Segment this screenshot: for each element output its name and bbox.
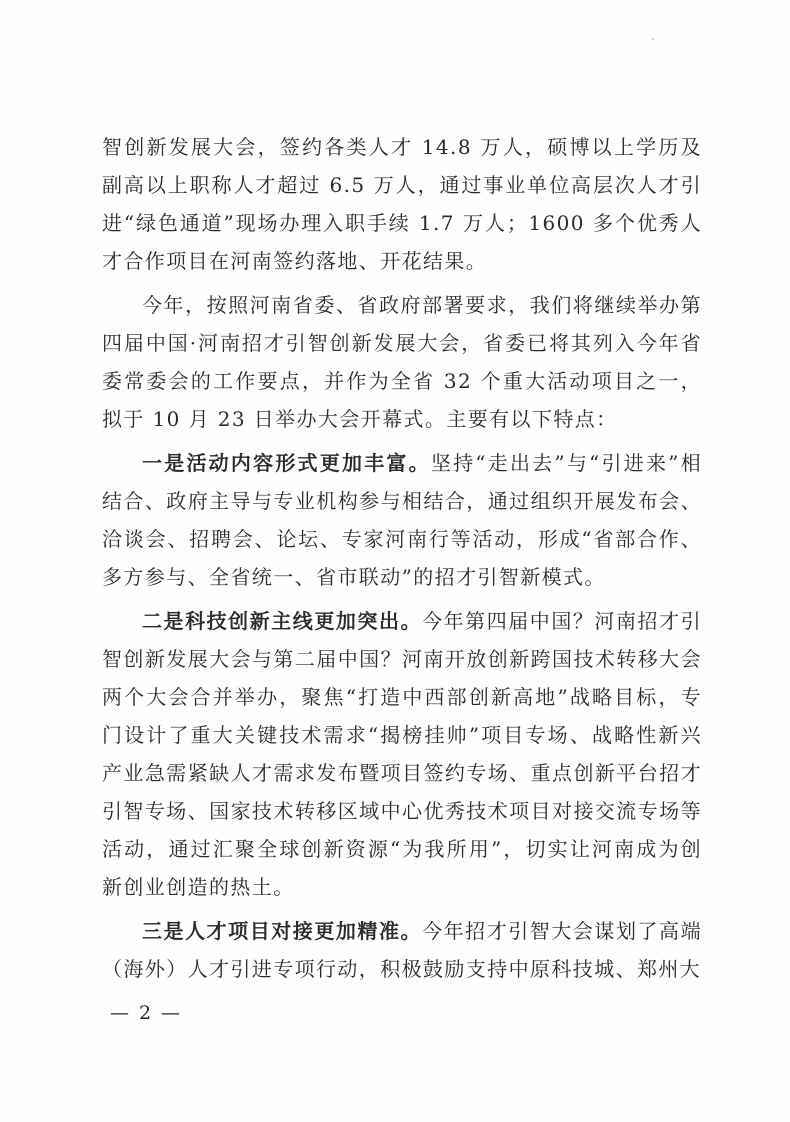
paragraph-4-text: 今年第四届中国？河南招才引智创新发展大会与第二届中国？河南开放创新跨国技术转移大会两个大会合并举办，聚焦“打造中西部创新高地”战略目标，专门设计了重大关键技术需求“揭榜挂帅”项目专场、战略性新兴产业急需紧缺人才需求发布暨项目签约专场、重点创新平台招才引智专场、国家技术转移区域中心优秀技术项目对接交流专场等活动，通过汇聚全球创新资源“为我所用”，切实让河南成为创新创业创造的热土。 — [102, 609, 703, 899]
paragraph-4-lead: 二是科技创新主线更加突出。 — [142, 609, 423, 633]
paragraph-5 — [102, 912, 702, 988]
paragraph-4 — [102, 602, 702, 906]
paragraph-3-text: 坚持“走出去”与“引进来”相结合、政府主导与专业机构参与相结合，通过组织开展发布会、洽谈会、招聘会、论坛、专家河南行等活动，形成“省部合作、多方参与、全省统一、省市联动”的招才引智新模式。 — [102, 451, 703, 589]
page-number: — 2 — — [110, 1002, 183, 1024]
document-body — [102, 128, 702, 988]
paragraph-1 — [102, 128, 702, 280]
paragraph-5-lead: 三是人才项目对接更加精准。 — [142, 919, 423, 943]
paragraph-1-text: 智创新发展大会，签约各类人才 14.8 万人，硕博以上学历及副高以上职称人才超过 6.5 万人，通过事业单位高层次人才引进“绿色通道”现场办理入职手续 1.7 万人；1600 多个优秀人才合作项目在河南签约落地、开花结果。 — [102, 135, 702, 273]
paragraph-5-text: 今年招才引智大会谋划了高端（海外）人才引进专项行动，积极鼓励支持中原科技城、郑州大 — [102, 919, 703, 981]
paragraph-3-lead: 一是活动内容形式更加丰富。 — [142, 451, 431, 475]
paragraph-2 — [102, 286, 702, 438]
paragraph-3 — [102, 444, 702, 596]
scan-speck — [652, 38, 654, 40]
paragraph-2-text: 今年，按照河南省委、省政府部署要求，我们将继续举办第四届中国·河南招才引智创新发展大会，省委已将其列入今年省委常委会的工作要点，并作为全省 32 个重大活动项目之一，拟于 10 月 23 日举办大会开幕式。主要有以下特点： — [102, 293, 702, 431]
